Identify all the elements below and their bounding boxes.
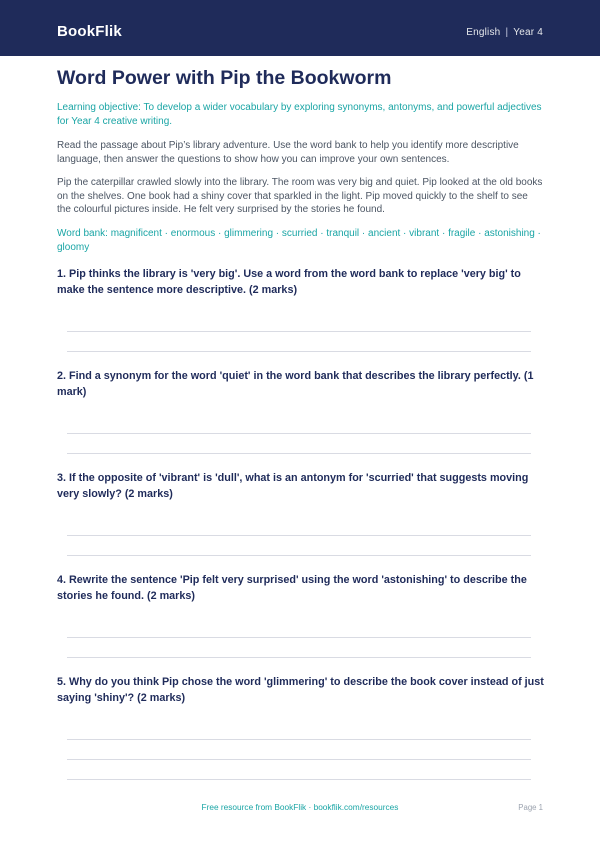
question-3: 3. If the opposite of 'vibrant' is 'dull', what is an antonym for 'scurried' that suggests moving very slowly? (2 marks): [57, 472, 529, 500]
answer-line[interactable]: [67, 535, 531, 536]
subject-year-label: [466, 27, 543, 38]
separator: |: [505, 27, 509, 38]
answer-line[interactable]: [67, 453, 531, 454]
brand-logo[interactable]: BookFlik: [57, 23, 122, 40]
question-4: 4. Rewrite the sentence 'Pip felt very surprised' using the word 'astonishing' to describe the stories he found. (2 marks): [57, 574, 527, 602]
answer-line[interactable]: [67, 779, 531, 780]
footer-resource-link[interactable]: Free resource from BookFlik · bookflik.com/resources: [201, 802, 399, 812]
answer-line[interactable]: [67, 739, 531, 740]
subject-label: English: [466, 27, 501, 38]
answer-line[interactable]: [67, 759, 531, 760]
answer-line[interactable]: [67, 657, 531, 658]
answer-line[interactable]: [67, 351, 531, 352]
answer-line[interactable]: [67, 555, 531, 556]
answer-line[interactable]: [67, 331, 531, 332]
year-label: Year 4: [513, 27, 543, 38]
question-2: 2. Find a synonym for the word 'quiet' in the word bank that describes the library perfectly. (1 mark): [57, 370, 534, 398]
question-1: 1. Pip thinks the library is 'very big'. Use a word from the word bank to replace 'very big' to make the sentence more descriptive. (2 marks): [57, 268, 521, 296]
worksheet-intro: [57, 66, 543, 256]
header-bar: [0, 0, 600, 56]
page-title: Word Power with Pip the Bookworm: [57, 67, 392, 89]
page-number: Page 1: [518, 803, 543, 812]
answer-line[interactable]: [67, 433, 531, 434]
question-5: 5. Why do you think Pip chose the word 'glimmering' to describe the book cover instead of just saying 'shiny'? (2 marks): [57, 676, 544, 704]
answer-line[interactable]: [67, 637, 531, 638]
instructions: Read the passage about Pip’s library adventure. Use the word bank to help you identify more descriptive language, then answer the questions to show how you can improve your own sentences.: [57, 140, 519, 165]
passage: Pip the caterpillar crawled slowly into the library. The room was very big and quiet. Pip looked at the old books on the shelves. One book had a shiny cover that sparkled in the light. Pip moved quickly to the shelf to see the colourful pictures inside. He felt very surprised by the stories he found.: [57, 177, 543, 216]
word-bank: Word bank: magnificent · enormous · glimmering · scurried · tranquil · ancient · vibrant · fragile · astonishing · gloomy: [57, 227, 541, 254]
learning-objective: Learning objective: To develop a wider vocabulary by exploring synonyms, antonyms, and powerful adjectives for Year 4 creative writing.: [57, 102, 542, 127]
